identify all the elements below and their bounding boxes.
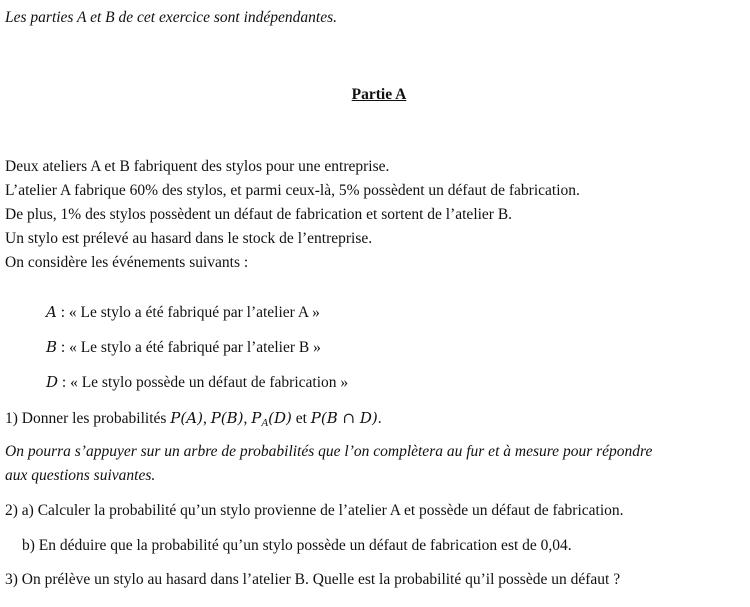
- q1-prob-intersection: P(B ∩ D): [310, 409, 378, 427]
- event-b-letter: B: [46, 338, 58, 356]
- hint-line-1: On pourra s’appuyer sur un arbre de probabilités que l’on complètera au fur et à mesure pour répondre: [5, 443, 653, 460]
- paragraph-line-5: On considère les événements suivants :: [5, 254, 249, 271]
- q1-prob-cond-sub: A: [261, 417, 269, 429]
- event-d-text: : « Le stylo possède un défaut de fabrication »: [58, 374, 349, 391]
- event-b: [46, 337, 321, 358]
- event-d-letter: D: [46, 373, 59, 391]
- q1-sep-2: ,: [243, 410, 252, 427]
- intro-note: Les parties A et B de cet exercice sont indépendantes.: [5, 9, 338, 26]
- event-d: [46, 372, 348, 393]
- q1-prob-a: P(A): [170, 409, 203, 427]
- question-2a: 2) a) Calculer la probabilité qu’un stylo provienne de l’atelier A et possède un défaut de fabrication.: [5, 502, 624, 519]
- q1-prefix: 1) Donner les probabilités: [5, 410, 171, 427]
- q1-prob-cond: P: [251, 409, 262, 427]
- event-a-text: : « Le stylo a été fabriqué par l’atelier A »: [56, 304, 320, 321]
- q1-prob-b: P(B): [210, 409, 244, 427]
- paragraph-line-1: Deux ateliers A et B fabriquent des stylos pour une entreprise.: [5, 158, 390, 175]
- q1-and: et: [291, 410, 311, 427]
- question-3: 3) On prélève un stylo au hasard dans l’atelier B. Quelle est la probabilité qu’il possède un défaut ?: [5, 571, 621, 588]
- part-title: Partie A: [351, 86, 407, 103]
- hint-line-2: aux questions suivantes.: [5, 467, 156, 484]
- question-1: [5, 408, 382, 433]
- event-b-text: : « Le stylo a été fabriqué par l’atelier B »: [57, 339, 321, 356]
- paragraph-line-3: De plus, 1% des stylos possèdent un défaut de fabrication et sortent de l’atelier B.: [5, 206, 513, 223]
- event-a-letter: A: [46, 303, 57, 321]
- event-a: [46, 302, 320, 323]
- q1-sep-1: ,: [202, 410, 211, 427]
- question-2b: b) En déduire que la probabilité qu’un stylo possède un défaut de fabrication est de 0,04.: [22, 537, 572, 554]
- paragraph-line-4: Un stylo est prélevé au hasard dans le stock de l’entreprise.: [5, 230, 373, 247]
- q1-prob-cond-arg: (D): [268, 409, 292, 427]
- q1-end: .: [377, 410, 382, 427]
- paragraph-line-2: L’atelier A fabrique 60% des stylos, et parmi ceux-là, 5% possèdent un défaut de fabrication.: [5, 182, 580, 199]
